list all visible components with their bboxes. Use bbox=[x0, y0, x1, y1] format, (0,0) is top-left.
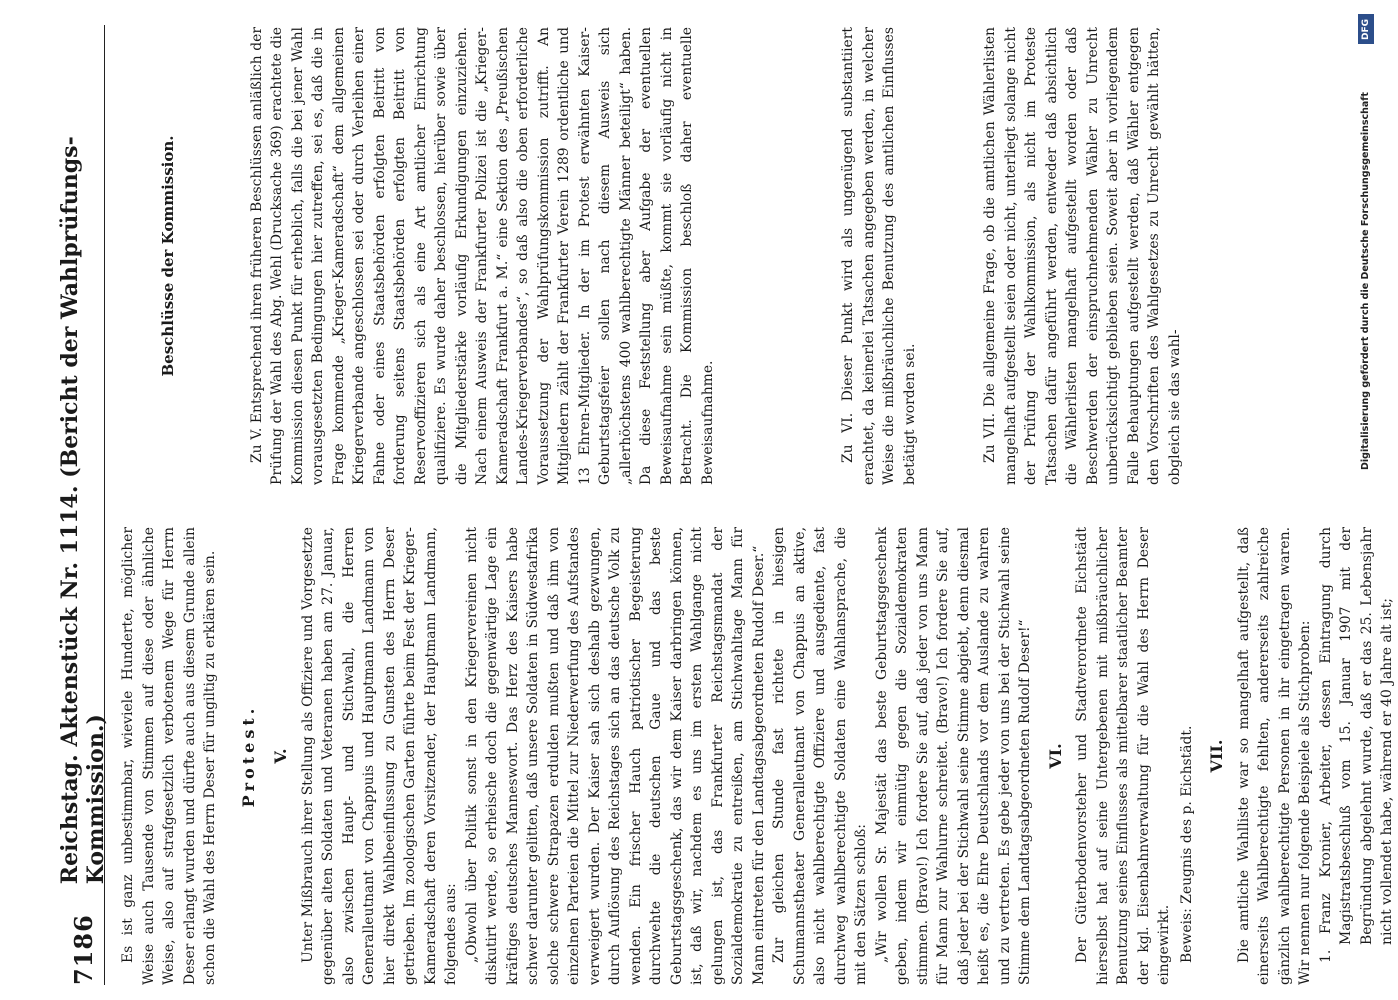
dfg-funding-notice: Digitalisierung gefördert durch die Deutsche Forschungsgemeinschaft bbox=[1360, 92, 1371, 470]
right-column bbox=[118, 27, 1358, 485]
spacer bbox=[187, 27, 247, 485]
section-vi-paragraph: Der Güterbodenvorsteher und Stadtverordnete Eichstädt hierselbst hat auf seine Untergebenen mit mißbräuchlicher Benutzung seines Einflusses als mittelbarer staatlicher Beamter der kgl. Eisenbahnverwaltung für die Wahl des Herrn Deser eingewirkt. bbox=[1074, 527, 1172, 985]
commission-zu-vi: Zu VI. Dieser Punkt wird als ungenügend substantiiert erachtet, da keinerlei Tatsachen angegeben werden, in welcher Weise die mißbräuchliche Benutzung des amtlichen Einflusses betätigt worden sei. bbox=[840, 27, 918, 485]
section-v-paragraph-4: „Wir wollen Sr. Majestät das beste Geburtstagsgeschenk geben, indem wir einmütig gegen die Sozialdemokraten stimmen. (Bravo!) Ich fordere Sie auf, daß jeder von uns Mann für Mann zur Wahlurne schreitet. (Bravo!) Ich fordere Sie auf, daß jeder bei der Stichwahl seine Stimme abgiebt, denn diesmal heißt es, die Ehre Deutschlands vor dem Auslande zu wahren und zu vertreten. Es gebe jeder von uns bei der Stichwahl seine Stimme dem Landtagsabgeordneten Rudolf Deser!“ bbox=[873, 527, 1033, 985]
protest-heading: Protest. bbox=[238, 704, 258, 808]
section-vii-paragraph: Die amtliche Wahlliste war so mangelhaft aufgestellt, daß einerseits Wahlberechtigte fehlten, andererseits zahlreiche gänzlich wahlberechtigte Personen in ihr eingetragen waren. Wir nennen nur folgende Beispiele als Stichproben: bbox=[1235, 527, 1313, 985]
section-vi-number: VI. bbox=[1045, 743, 1065, 769]
section-v-paragraph-3: Zur gleichen Stunde fast richtete in hiesigen Schumannstheater Generalleutnant von Chappuis an aktive, also nicht wahlberechtigte Offiziere und ausgediente, fast durchweg wahlberechtigte Soldaten eine Wahlansprache, die mit den Sätzen schloß: bbox=[771, 527, 869, 985]
left-column bbox=[118, 527, 1395, 985]
spacer bbox=[718, 27, 778, 485]
rotated-document-page bbox=[40, 25, 1395, 985]
dfg-logo: DFG bbox=[1358, 14, 1374, 44]
page-header bbox=[57, 25, 109, 985]
spacer bbox=[920, 27, 980, 485]
section-v-paragraph-1: Unter Mißbrauch ihrer Stellung als Offiziere und Vorgesetzte gegenüber alten Soldaten und Veteranen haben am 27. Januar, also zwischen Haupt- und Stichwahl, die Herren Generalleutnant von Chappuis und Hauptmann Landmann von hier direkt Wahlbeeinflussung zu Gunsten des Herrn Deser getrieben. Im zoologischen Garten führte beim Fest der Krieger-Kameradschaft deren Vorsitzender, der Hauptmann Landmann, folgendes aus: bbox=[299, 527, 459, 985]
section-vii-item-1: 1. Franz Kronier, Arbeiter, dessen Eintragung durch Magistratsbeschluß vom 15. Januar 1907 mit der Begründung abgelehnt wurde, daß er das 25. Lebensjahr nicht vollendet habe, während er 40 Jahre alt ist; bbox=[1317, 527, 1395, 963]
dfg-strip bbox=[1356, 10, 1378, 990]
spacer bbox=[118, 27, 144, 485]
section-vii-number: VII. bbox=[1207, 739, 1226, 773]
commission-heading: Beschlüsse der Kommission. bbox=[159, 135, 177, 377]
commission-zu-v: Zu V. Entsprechend ihren früheren Beschlüssen anläßlich der Prüfung der Wahl des Abg. Wehl (Drucksache 369) erachtete die Kommission diesen Punkt für erheblich, falls die bei jener Wahl vorausgesetzten Bedingungen hier zutreffen, sei es, daß die in Frage kommende „Krieger-Kameradschaft“ dem allgemeinen Kriegerverbande angeschlossen sei oder durch Verleihen einer Fahne oder eines Staatsbehörden erfolgten Beitritt von forderung seitens Staatsbehörden erfolgten Beitritt von Reserveoffizieren sich als eine Art amtlicher Einrichtung qualifiziere. Es wurde daher beschlossen, hierüber sowie über die Mitgliederstärke vorläufig Erkundigungen einzuziehen. Nach einem Ausweis der Frankfurter Polizei ist die „Krieger-Kameradschaft Frankfurt a. M.“ eine Sektion des „Preußischen Landes-Kriegerverbandes“, so daß also die oben erforderliche Voraussetzung der Wahlprüfungskommission zutrifft. An Mitgliedern zählt der Frankfurter Verein 1289 ordentliche und 13 Ehren-Mitglieder. In der im Protest erwähnten Kaiser-Geburtstagsfeier sollen nach diesem Ausweis sich „allerhöchstens 400 wahlberechtigte Männer beteiligt“ haben. Da diese Feststellung aber Aufgabe der eventuellen Beweisaufnahme sein müßte, kommt sie vorläufig nicht in Betracht. Die Kommission beschloß daher eventuelle Beweisaufnahme. bbox=[248, 27, 716, 485]
page-number: 7186 bbox=[68, 914, 98, 985]
spacer bbox=[778, 27, 838, 485]
section-v-paragraph-2: „Obwohl über Politik sonst in den Kriegervereinen nicht diskutirt werde, so erheische doch die gegenwärtige Lage ein kräftiges deutsches Manneswort. Das Herz des Kaisers habe schwer darunter gelitten, daß unsere Soldaten in Südwestafrika solche schwere Strapazen erdulden mußten und daß ihm von einzelnen Parteien die Mittel zur Niederwerfung des Aufstandes verweigert wurden. Der Kaiser sah sich deshalb gezwungen, durch Auflösung des Reichstages sich an das deutsche Volk zu wenden. Ein frischer Hauch patriotischer Begeisterung durchwehte die deutschen Gaue und das beste Geburtstagsgeschenk, das wir dem Kaiser darbringen können, ist, daß wir, nachdem es uns im ersten Wahlgange nicht gelungen ist, das Frankfurter Reichstagsmandat der Sozialdemokratie zu entreißen, am Stichwahltage Mann für Mann eintreten für den Landtagsabgeordneten Rudolf Deser.“ bbox=[463, 527, 767, 985]
section-vi-evidence: Beweis: Zeugnis des p. Eichstädt. bbox=[1178, 725, 1195, 963]
page-title: Reichstag. Aktenstück Nr. 1114. (Bericht der Wahlprüfungs-Kommission.) bbox=[57, 136, 109, 885]
section-v-number: V. bbox=[271, 748, 290, 764]
commission-zu-vii: Zu VII. Die allgemeine Frage, ob die amtlichen Wählerlisten mangelhaft aufgestellt seien oder nicht, unterliegt solange nicht der Prüfung der Wahlkommission, als nicht im Proteste Tatsachen dafür angeführt werden, entweder daß absichtlich die Wählerlisten mangelhaft aufgestellt worden oder daß Beschwerden der einspruchnehmenden Wähler zu Unrecht unberücksichtigt geblieben seien. Soweit aber in vorliegendem Falle Behauptungen aufgestellt werden, daß Wähler entgegen den Vorschriften des Wahlgesetzes zu Unrecht gewählt hätten, obgleich sie das wahl- bbox=[982, 27, 1183, 485]
intro-paragraph: Es ist ganz unbestimmbar, wieviele Hunderte, möglicher Weise auch Tausende von Stimmen auf diese oder ähnliche Weise, also auf strafgesetzlich verbotenem Wege für Herrn Deser erlangt wurden und dürfte auch aus diesem Grunde allein schon die Wahl des Herrn Deser für ungiltig zu erklären sein. bbox=[120, 527, 218, 985]
